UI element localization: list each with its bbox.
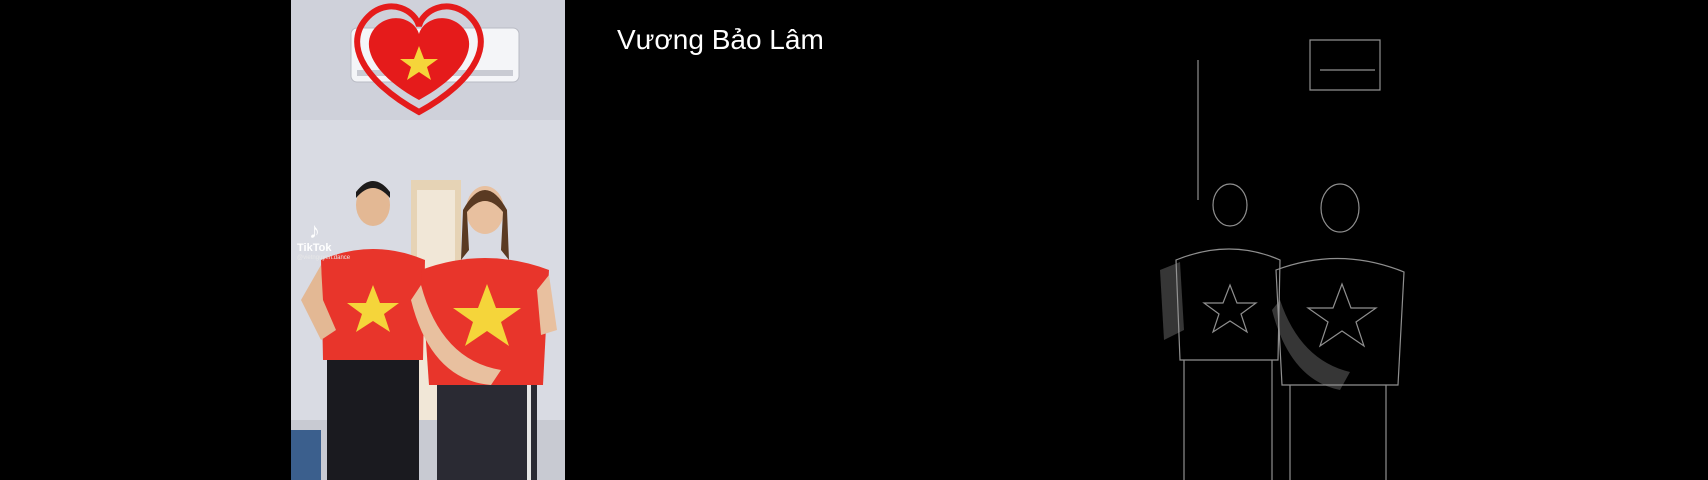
edge-man-head: [1213, 184, 1247, 226]
blue-object: [291, 430, 321, 480]
edge-woman-head: [1321, 184, 1359, 232]
caption-title: Vương Bảo Lâm: [617, 24, 824, 55]
edge-man-shirt: [1176, 249, 1280, 360]
video-frame-edge-detected: [1140, 0, 1420, 480]
tiktok-handle: @vietnguyen.dance: [297, 255, 351, 261]
edge-ac: [1310, 40, 1380, 90]
edge-man-star: [1204, 285, 1256, 332]
edge-woman-star: [1308, 284, 1376, 346]
tiktok-watermark: [295, 220, 365, 262]
music-note-icon: ♪: [309, 218, 320, 243]
edge-scene: [1140, 0, 1420, 480]
tiktok-label: TikTok: [297, 242, 332, 254]
edge-woman-shirt: [1276, 258, 1404, 385]
video-frame-original: [291, 0, 565, 480]
